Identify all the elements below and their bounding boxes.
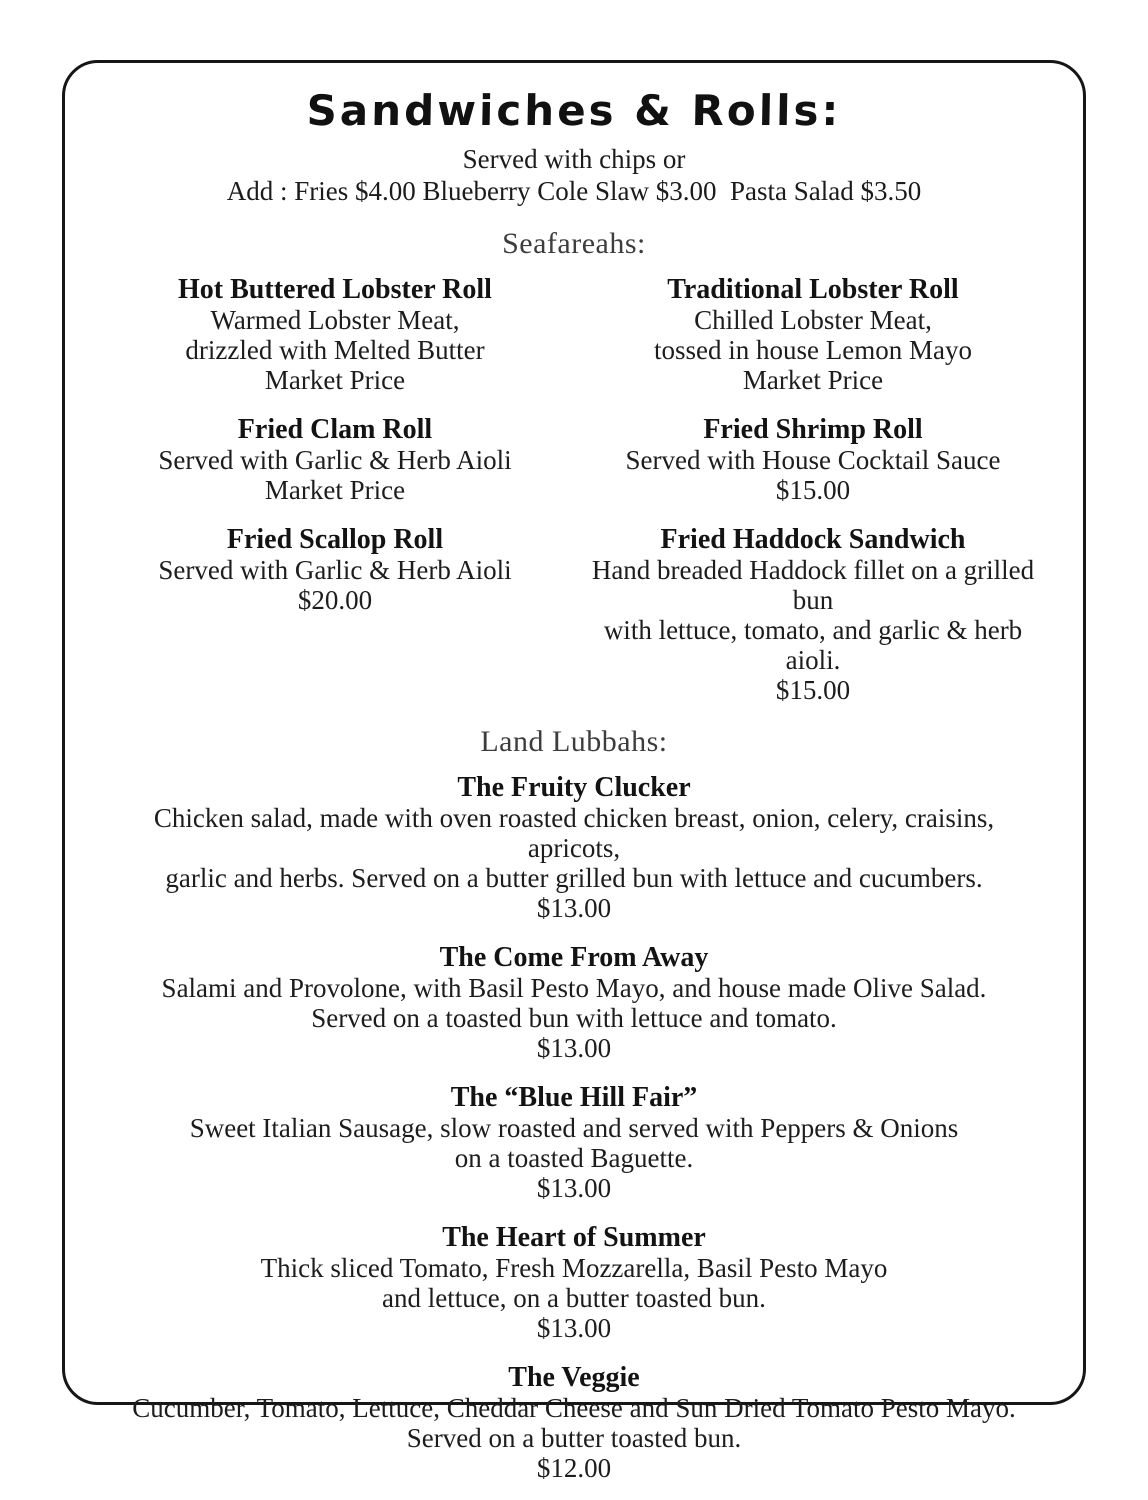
menu-card [62,60,1086,1483]
item-desc-line: on a toasted Baguette. [454,1143,694,1173]
item-price: $15.00 [775,675,851,705]
item-traditional-lobster-roll [591,275,1035,395]
menu-title: Sandwiches & Rolls: [306,86,842,135]
item-fried-haddock-sandwich [591,525,1035,705]
item-the-heart-of-summer [107,1223,1041,1343]
item-the-veggie [107,1363,1041,1483]
land-lubbahs-list [107,773,1041,1483]
item-desc-line: Served with House Cocktail Sauce [625,445,1001,475]
item-name: Fried Clam Roll [237,414,433,445]
item-fried-scallop-roll [113,525,557,705]
item-desc-line: Served with Garlic & Herb Aioli [158,445,512,475]
item-name: The “Blue Hill Fair” [450,1082,698,1113]
item-desc-line: and lettuce, on a butter toasted bun. [382,1283,766,1313]
item-price: $13.00 [536,1173,612,1203]
item-price: Market Price [264,475,406,505]
addons-note: Add : Fries $4.00 Blueberry Cole Slaw $3.00 Pasta Salad $3.50 [226,176,922,206]
item-desc-line: Warmed Lobster Meat, [210,305,460,335]
item-price: $20.00 [297,585,373,615]
item-desc-line: with lettuce, tomato, and garlic & herb aioli. [603,615,1023,675]
item-desc-line: Chilled Lobster Meat, [694,305,932,335]
item-the-come-from-away [107,943,1041,1063]
item-name: Fried Haddock Sandwich [660,524,966,555]
section-heading-land-lubbahs: Land Lubbahs: [480,725,668,758]
item-name: Traditional Lobster Roll [667,274,959,305]
item-price: Market Price [742,365,884,395]
item-desc-line: Salami and Provolone, with Basil Pesto Mayo, and house made Olive Salad. [161,973,987,1003]
item-desc-line: Hand breaded Haddock fillet on a grilled bun [591,555,1035,615]
item-desc-line: garlic and herbs. Served on a butter grilled bun with lettuce and cucumbers. [165,863,983,893]
item-desc-line: Thick sliced Tomato, Fresh Mozzarella, Basil Pesto Mayo [260,1253,888,1283]
item-price: $13.00 [536,893,612,923]
item-name: The Veggie [508,1362,640,1393]
item-name: The Heart of Summer [442,1222,706,1253]
item-desc-line: Chicken salad, made with oven roasted chicken breast, onion, celery, craisins, apricots, [153,803,995,863]
item-fried-clam-roll [113,415,557,505]
item-price: $13.00 [536,1033,612,1063]
item-name: Fried Scallop Roll [226,524,444,555]
item-name: Fried Shrimp Roll [703,414,923,445]
item-desc-line: Served on a butter toasted bun. [406,1423,742,1453]
item-price: $12.00 [536,1453,612,1483]
item-desc-line: tossed in house Lemon Mayo [654,335,972,365]
item-desc-line: Sweet Italian Sausage, slow roasted and served with Peppers & Onions [189,1113,959,1143]
item-desc-line: Served with Garlic & Herb Aioli [158,555,512,585]
item-desc-line: Served on a toasted bun with lettuce and tomato. [311,1003,837,1033]
item-price: $13.00 [536,1313,612,1343]
item-price: Market Price [264,365,406,395]
item-name: The Come From Away [439,942,709,973]
item-hot-buttered-lobster-roll [113,275,557,395]
item-desc-line: drizzled with Melted Butter [185,335,485,365]
item-name: The Fruity Clucker [457,772,691,803]
item-desc-line: Cucumber, Tomato, Lettuce, Cheddar Cheese and Sun Dried Tomato Pesto Mayo. [132,1393,1016,1423]
item-the-blue-hill-fair [107,1083,1041,1203]
item-name: Hot Buttered Lobster Roll [178,274,492,305]
item-fried-shrimp-roll [591,415,1035,505]
serving-note: Served with chips or [462,144,686,174]
seafareahs-grid [107,275,1041,717]
section-heading-seafareahs: Seafareahs: [502,227,646,260]
item-the-fruity-clucker [107,773,1041,923]
item-price: $15.00 [775,475,851,505]
